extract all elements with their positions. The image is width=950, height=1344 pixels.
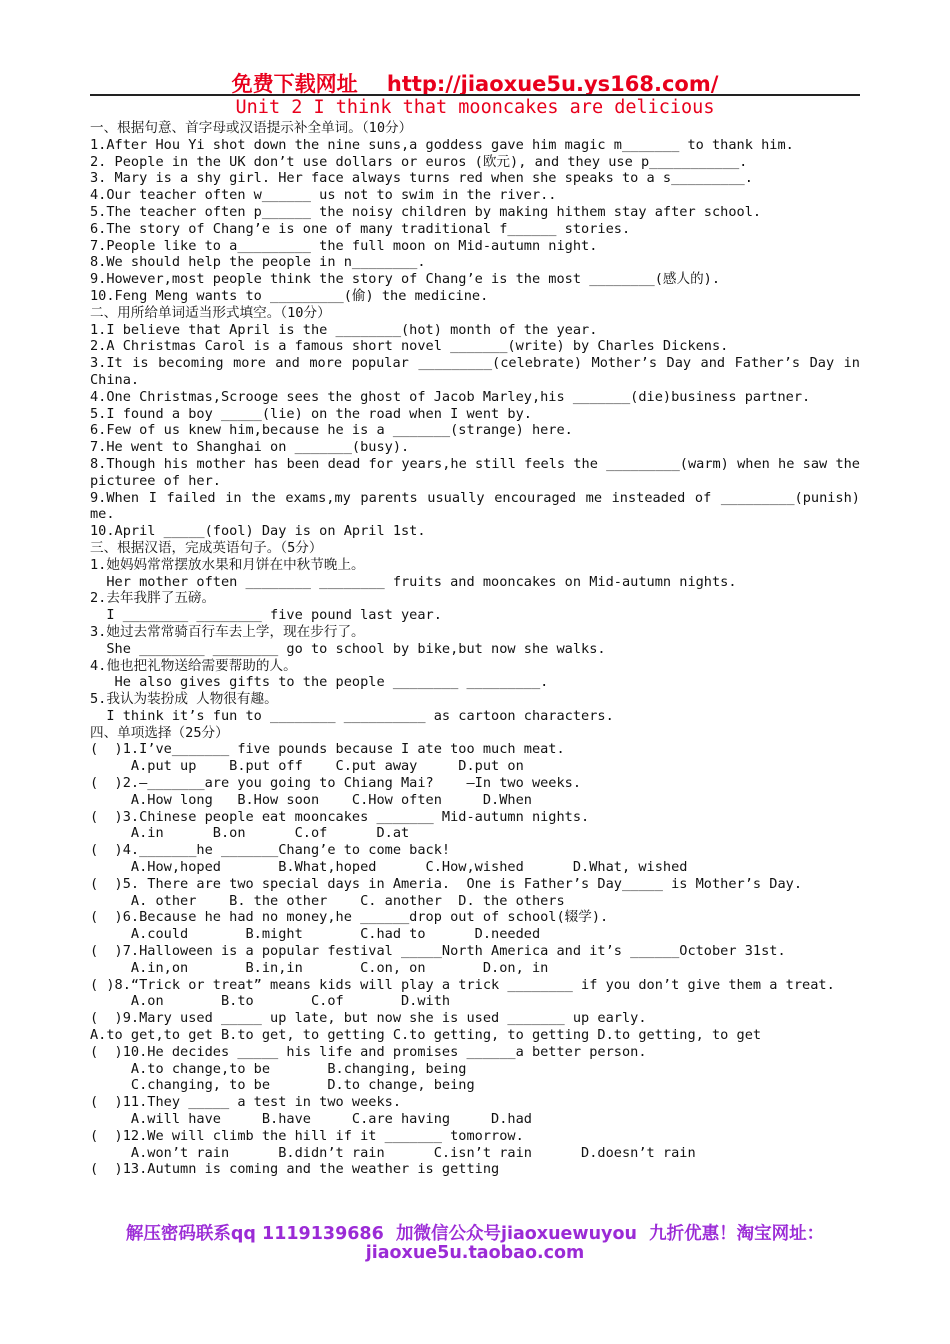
text-line: A.to change,to be B.changing, being	[90, 1060, 467, 1077]
text-line: 7.People like to a_________ the full moon on Mid-autumn night.	[90, 237, 598, 254]
text-line: 2.去年我胖了五磅。	[90, 590, 216, 607]
text-line: 2. People in the UK don’t use dollars or euros (欧元), and they use p___________.	[90, 153, 748, 170]
text-line: 10.Feng Meng wants to _________(偷) the medicine.	[90, 287, 489, 304]
text-line: 10.April _____(fool) Day is on April 1st.	[90, 523, 426, 540]
text-line: ( )9.Mary used _____ up late, but now she is used _______ up early.	[90, 1010, 647, 1027]
text-line: A.won’t rain B.didn’t rain C.isn’t rain D.doesn’t rain	[90, 1144, 696, 1161]
text-line: She ________ ________ go to school by bike,but now she walks.	[90, 640, 606, 657]
footer-contact-line: 解压密码联系qq 1119139686 加微信公众号jiaoxuewuyou 九折优惠！淘宝网址：	[125, 1224, 825, 1244]
text-line: ( )5. There are two special days in Ameria. One is Father’s Day_____ is Mother’s Day.	[90, 875, 803, 892]
text-line: 三、根据汉语，完成英语句子。（5分）	[90, 539, 323, 556]
text-line: A.in,on B.in,in C.on, on D.on, in	[90, 959, 549, 976]
text-line: 7.He went to Shanghai on _______(busy).	[90, 439, 410, 456]
text-line: ( )1.I’ve_______ five pounds because I ate too much meat.	[90, 741, 565, 758]
text-line: A. other B. the other C. another D. the others	[90, 892, 565, 909]
text-line: 四、单项选择（25分）	[90, 724, 229, 741]
text-line: A.on B.to C.of D.with	[90, 993, 451, 1010]
text-line: 6.The story of Chang’e is one of many traditional f______ stories.	[90, 220, 631, 237]
text-line: 9.When I failed in the exams,my parents usually encouraged me insteaded of _________(punish) me.	[90, 489, 860, 523]
text-line: 一、根据句意、首字母或汉语提示补全单词。（10分）	[90, 120, 413, 136]
text-line: ( )7.Halloween is a popular festival _____North America and it’s ______October 31st.	[90, 943, 786, 960]
text-line: I think it’s fun to ________ __________ as cartoon characters.	[90, 707, 614, 724]
text-line: ( )8.“Trick or treat” means kids will play a trick ________ if you don’t give them a treat.	[90, 976, 835, 993]
text-line: ( )4._______he _______Chang’e to come back!	[90, 842, 451, 859]
text-line: A.to get,to get B.to get, to getting C.to getting, to getting D.to getting, to get	[90, 1027, 762, 1044]
text-line: He also gives gifts to the people ________ _________.	[90, 674, 549, 691]
download-url-header[interactable]: 免费下载网址 http://jiaoxue5u.ys168.com/	[231, 72, 719, 96]
text-line: 5.我认为装扮成 人物很有趣。	[90, 691, 278, 708]
text-line: C.changing, to be D.to change, being	[90, 1077, 475, 1094]
text-line: 1.After Hou Yi shot down the nine suns,a goddess gave him magic m_______ to thank him.	[90, 136, 794, 153]
text-line: 3.她过去常常骑百行车去上学，现在步行了。	[90, 623, 365, 640]
text-line: 1.I believe that April is the ________(hot) month of the year.	[90, 321, 598, 338]
text-line: ( )13.Autumn is coming and the weather is getting	[90, 1161, 500, 1178]
worksheet-body	[90, 120, 860, 1178]
text-line: 1.她妈妈常常摆放水果和月饼在中秋节晚上。	[90, 556, 365, 573]
text-line: A.in B.on C.of D.at	[90, 825, 410, 842]
text-line: A.How long B.How soon C.How often D.When	[90, 791, 532, 808]
text-line: 二、用所给单词适当形式填空。（10分）	[90, 304, 331, 321]
text-line: A.will have B.have C.are having D.had	[90, 1111, 532, 1128]
text-line: ( )3.Chinese people eat mooncakes _______ Mid-autumn nights.	[90, 808, 590, 825]
text-line: 4.他也把礼物送给需要帮助的人。	[90, 657, 297, 674]
text-line: 4.Our teacher often w______ us not to swim in the river..	[90, 187, 557, 204]
text-line: 6.Few of us knew him,because he is a _______(strange) here.	[90, 422, 573, 439]
text-line: A.How,hoped B.What,hoped C.How,wished D.What, wished	[90, 859, 688, 876]
text-line: 9.However,most people think the story of Chang’e is the most ________(感人的).	[90, 271, 721, 288]
text-line: 2.A Christmas Carol is a famous short novel _______(write) by Charles Dickens.	[90, 338, 729, 355]
text-line: 8.We should help the people in n________.	[90, 254, 426, 271]
text-line: ( )11.They _____ a test in two weeks.	[90, 1094, 401, 1111]
text-line: ( )10.He decides _____ his life and promises ______a better person.	[90, 1043, 647, 1060]
text-line: 3. Mary is a shy girl. Her face always turns red when she speaks to a s_________.	[90, 170, 753, 187]
text-line: Her mother often ________ ________ fruits and mooncakes on Mid-autumn nights.	[90, 573, 737, 590]
text-line: 3.It is becoming more and more popular _________(celebrate) Mother’s Day and Father’s Day in China.	[90, 355, 860, 388]
header-divider	[90, 94, 860, 96]
text-line: 8.Though his mother has been dead for years,he still feels the _________(warm) when he saw the picturee of her.	[90, 455, 860, 489]
footer-shop-url[interactable]: jiaoxue5u.taobao.com	[365, 1243, 585, 1263]
text-line: ( )12.We will climb the hill if it _______ tomorrow.	[90, 1127, 524, 1144]
text-line: A.put up B.put off C.put away D.put on	[90, 758, 524, 775]
text-line: 4.One Christmas,Scrooge sees the ghost of Jacob Marley,his _______(die)business partner.	[90, 388, 811, 405]
text-line: A.could B.might C.had to D.needed	[90, 926, 541, 943]
worksheet-title: Unit 2 I think that mooncakes are delicious	[235, 97, 715, 118]
text-line: I ________ ________ five pound last year.	[90, 607, 442, 624]
text-line: ( )6.Because he had no money,he ______drop out of school(辍学).	[90, 909, 609, 926]
text-line: ( )2.—_______are you going to Chiang Mai? —In two weeks.	[90, 775, 582, 792]
text-line: 5.The teacher often p______ the noisy children by making hithem stay after school.	[90, 203, 762, 220]
text-line: 5.I found a boy _____(lie) on the road when I went by.	[90, 405, 532, 422]
